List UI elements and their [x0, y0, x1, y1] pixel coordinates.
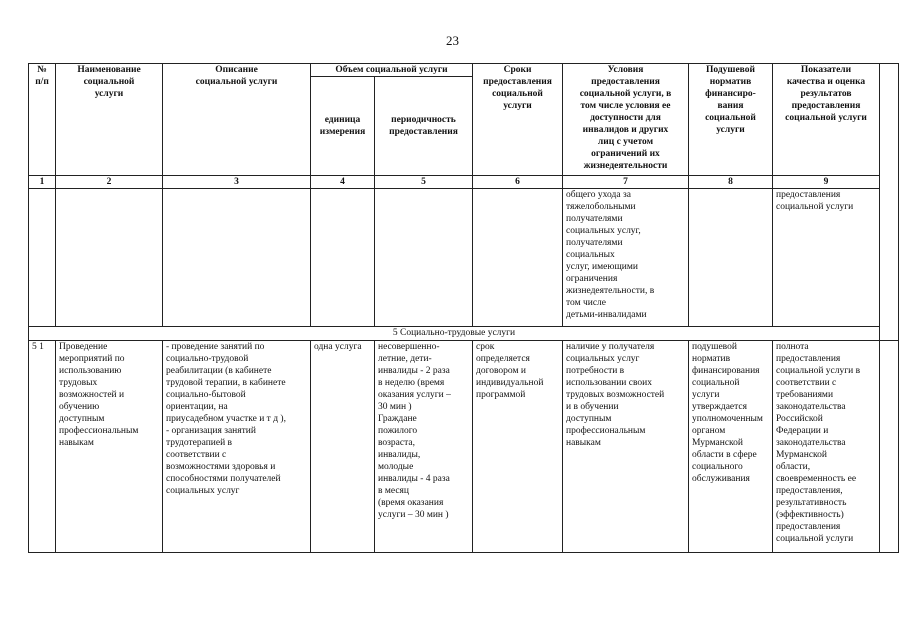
row-indicators: полнота предоставления социальной услуги в соответствии с требованиями законодательства Российской Федерации и законодательства Мурманской области, своевременность ее предоставления, результативность (эффективность) предоставления социальной услуги — [773, 341, 880, 553]
column-number: 9 — [773, 176, 880, 189]
header-conditions: Условия предоставления социальной услуги, в том числе условия ее доступности для инвалидов и других лиц с учетом ограничений их жизнедеятельности — [563, 64, 689, 176]
row-periodicity: несовершенно- летние, дети- инвалиды - 2 раза в неделю (время оказания услуги – 30 мин ) Граждане пожилого возраста, инвалиды, молодые инвалиды - 4 раза в месяц (время оказания услуги – 30 мин ) — [375, 341, 473, 553]
continuation-cell — [689, 189, 773, 327]
column-number: 2 — [56, 176, 163, 189]
row-financing: подушевой норматив финансирования социальной услуги утверждается уполномоченным органом Мурманской области в сфере социального обслуживания — [689, 341, 773, 553]
header-financing: Подушевой норматив финансиро- вания социальной услуги — [689, 64, 773, 176]
row-unit: одна услуга — [311, 341, 375, 553]
social-services-table — [28, 63, 899, 553]
page-number: 23 — [446, 33, 459, 48]
header-num: № п/п — [29, 64, 56, 176]
header-periodicity: периодичность предоставления — [375, 77, 473, 176]
continuation-cell — [56, 189, 163, 327]
continuation-cell — [311, 189, 375, 327]
header-name: Наименование социальной услуги — [56, 64, 163, 176]
right-edge-cell — [880, 64, 899, 341]
column-number: 1 — [29, 176, 56, 189]
row-num: 5 1 — [29, 341, 56, 553]
column-number: 7 — [563, 176, 689, 189]
row-conditions: наличие у получателя социальных услуг потребности в использовании своих трудовых возможностей и в обучении доступным профессиональным навыкам — [563, 341, 689, 553]
header-indicators: Показатели качества и оценка результатов предоставления социальной услуги — [773, 64, 880, 176]
header-unit: единица измерения — [311, 77, 375, 176]
continuation-cell — [163, 189, 311, 327]
right-edge-cell — [880, 341, 899, 553]
column-number: 3 — [163, 176, 311, 189]
column-number: 8 — [689, 176, 773, 189]
header-terms: Сроки предоставления социальной услуги — [473, 64, 563, 176]
continuation-cell — [473, 189, 563, 327]
continuation-cell — [375, 189, 473, 327]
header-volume: Объем социальной услуги — [311, 64, 473, 77]
column-number: 6 — [473, 176, 563, 189]
row-service-name: Проведение мероприятий по использованию трудовых возможностей и обучению доступным профессиональным навыкам — [56, 341, 163, 553]
header-description: Описание социальной услуги — [163, 64, 311, 176]
continuation-conditions: общего ухода за тяжелобольными получателями социальных услуг, получателями социальных услуг, имеющими ограничения жизнедеятельности, в том числе детьми-инвалидами — [563, 189, 689, 327]
column-number: 4 — [311, 176, 375, 189]
column-number: 5 — [375, 176, 473, 189]
continuation-cell — [29, 189, 56, 327]
row-terms: срок определяется договором и индивидуальной программой — [473, 341, 563, 553]
continuation-indicators: предоставления социальной услуги — [773, 189, 880, 327]
row-description: - проведение занятий по социально-трудовой реабилитации (в кабинете трудовой терапии, в кабинете социально-бытовой ориентации, на приусадебном участке и т д ), - организация занятий трудотерапией в соответствии с возможностями здоровья и способностями получателей социальных услуг — [163, 341, 311, 553]
section-title: 5 Социально-трудовые услуги — [29, 327, 880, 341]
